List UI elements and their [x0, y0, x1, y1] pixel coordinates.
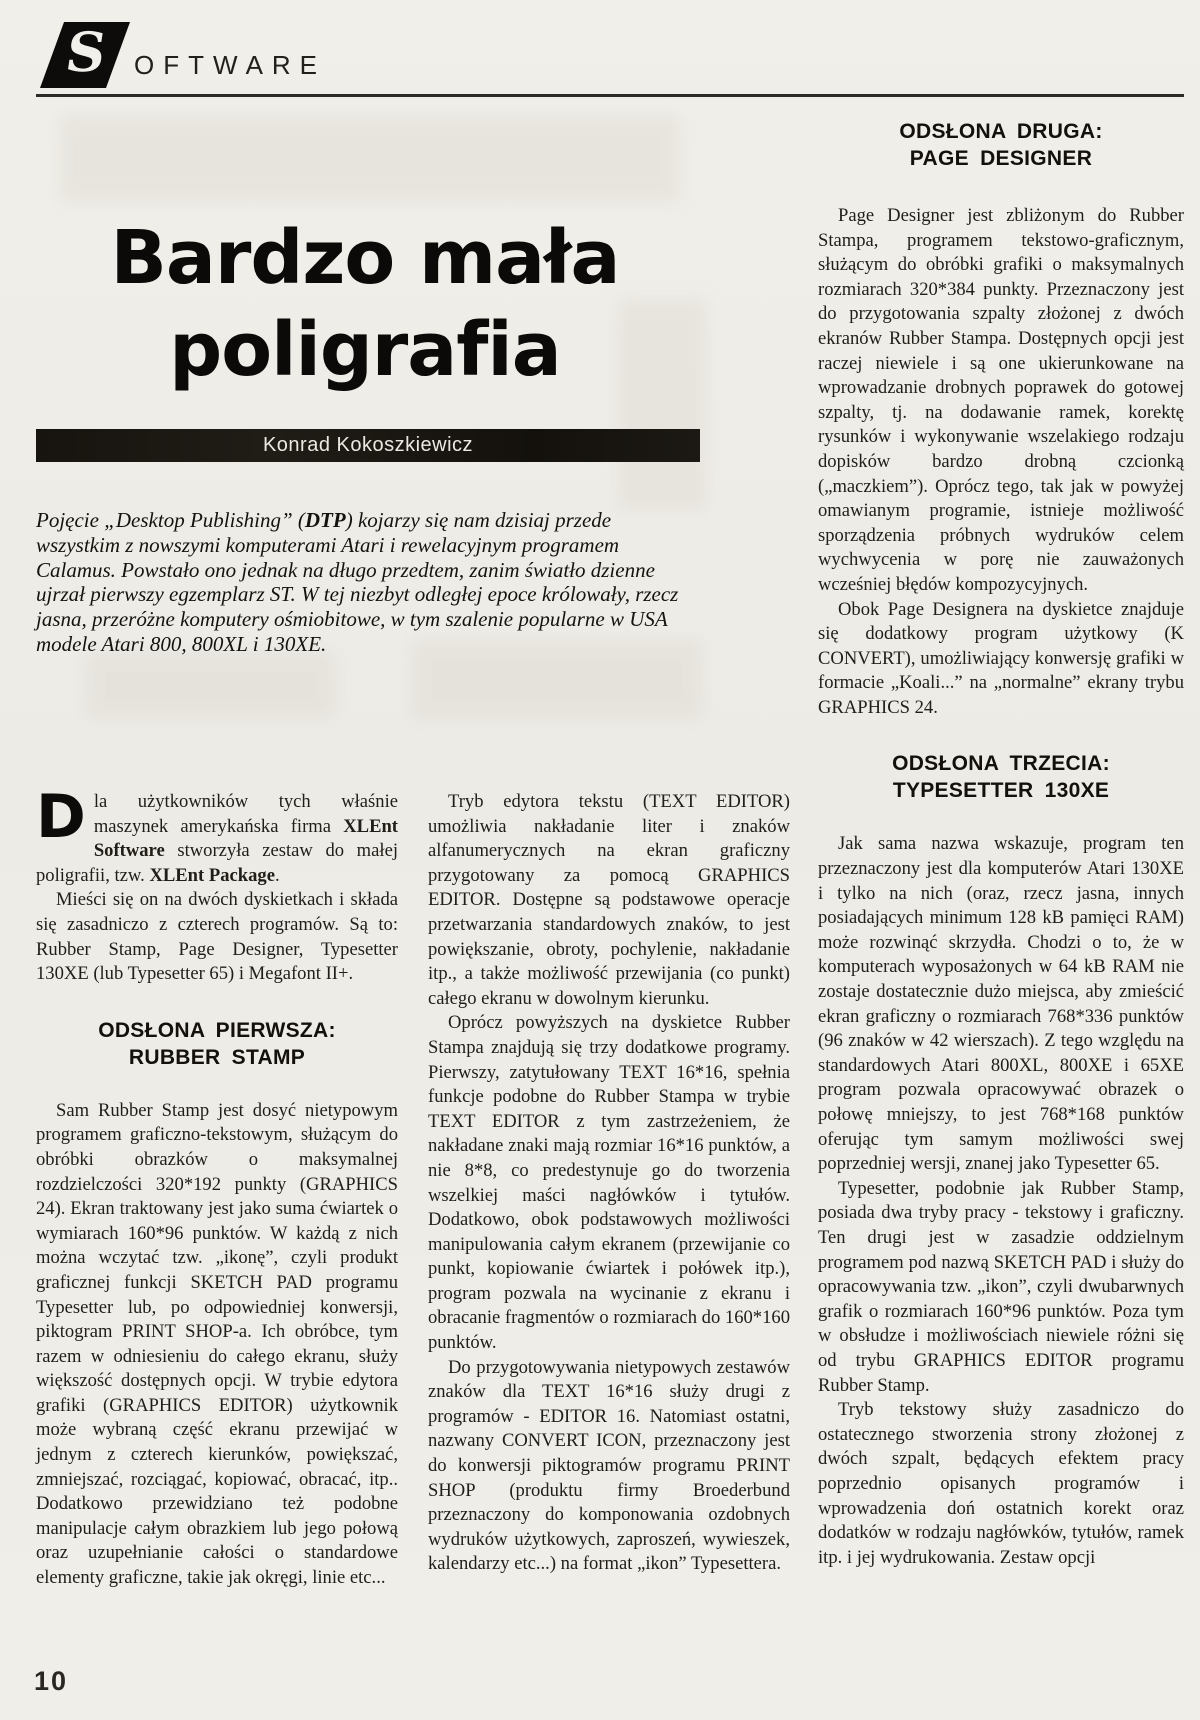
heading-line: RUBBER STAMP — [128, 1045, 306, 1069]
show-through-blob — [86, 652, 336, 718]
article-lead — [36, 508, 698, 657]
paragraph: Sam Rubber Stamp jest dosyć nietypowym programem graficzno-tekstowym, służącym do obróbki obrazków o maksymalnej rozdzielczości 320*192 punkty (GRAPHICS 24). Ekran traktowany jest jako suma ćwiartek o wymiarach 160*96 punktów. W każdą z nich można wczytać tzw. „ikonę”, czyli produkt graficznej funkcji SKETCH PAD programu Typesetter lub, po odpowiedniej konwersji, piktogram PRINT SHOP-a. Ich obróbce, tym razem w odniesieniu do całego ekranu, służy większość dostępnych opcji. W trybie edytora grafiki (GRAPHICS EDITOR) użytkownik może wybraną część ekranu przewijać w jednym z czterech kierunków, powiększać, zmniejszać, rozciągać, kopiować, obracać, itp.. Dodatkowo przewidziano też podobne manipulacje całym obrazkiem lub jego połową oraz uzupełnianie całości o standardowe elementy graficzne, takie jak okręgi, linie etc... — [36, 1099, 398, 1589]
masthead-rule — [36, 94, 1184, 97]
heading-line: ODSŁONA DRUGA: — [899, 120, 1103, 143]
author-bar — [36, 429, 700, 462]
author-name: Konrad Kokoszkiewicz — [262, 434, 474, 456]
paragraph: Typesetter, podobnie jak Rubber Stamp, posiada dwa tryby pracy - tekstowy i graficzny. Ten drugi jest w zasadzie oddzielnym programem pod nazwą SKETCH PAD i służy do opracowywania tzw. „ikon”, czyli dwubarwnych grafik o rozmiarach 160*96 punktów. Poza tym w obsłudze i możliwościach niewiele różni się od trybu GRAPHICS EDITOR programu Rubber Stamp. — [818, 1177, 1184, 1396]
column-right — [818, 112, 1184, 1570]
heading-line: TYPESETTER 130XE — [892, 779, 1110, 803]
software-section-logo — [40, 22, 130, 88]
page-number: 10 — [34, 1666, 69, 1696]
paragraph: Obok Page Designera na dyskietce znajduje się dodatkowy program użytkowy (K CONVERT), umożliwiający konwersję grafiki w formacie „Koali...” na „normalne” ekrany trybu GRAPHICS 24. — [818, 598, 1184, 718]
article-title — [30, 212, 700, 396]
heading-line: PAGE DESIGNER — [909, 147, 1093, 170]
lead-bold-dtp: DTP — [304, 508, 346, 532]
paragraph: Jak sama nazwa wskazuje, program ten przeznaczony jest dla komputerów Atari 130XE i tylko na nich (oraz, rzecz jasna, innych posiadających minimum 128 kB pamięci RAM) może rozwinąć skrzydła. Chodzi o to, że w komputerach wyposażonych w 64 kB RAM nie zostaje dostatecznie dużo miejsca, aby zmieścić ekran graficzny o rozmiarach 768*336 punktów (96 znaków w 42 wierszach). Z tego względu na standardowych Atari 800XL, 800XE i 65XE program pozwala opracowywać obrazek o połowę mniejszy, to jest 768*168 punktów oferując tym samym możliwości swej poprzedniej wersji, znanej jako Typesetter 65. — [818, 833, 1184, 1175]
title-line-1: Bardzo mała — [110, 215, 620, 301]
paragraph-text: la użytkowników tych właśnie maszynek amerykańska firma — [93, 791, 398, 837]
section-label: OFTWARE — [134, 50, 327, 80]
heading-line: ODSŁONA TRZECIA: — [892, 752, 1110, 776]
show-through-blob — [60, 114, 680, 202]
title-line-2: poligrafia — [169, 307, 561, 393]
column-left — [36, 782, 398, 1591]
paragraph: Mieści się on na dwóch dyskietkach i składa się zasadniczo z czterech programów. Są to: Rubber Stamp, Page Designer, Typesetter 130XE (lub Typesetter 65) i Megafont II+. — [36, 889, 398, 985]
paragraph: Page Designer jest zbliżonym do Rubber Stampa, programem tekstowo-graficznym, służącym do obróbki grafiki o maksymalnych rozmiarach 320*384 punkty. Przeznaczony jest do przygotowania szpalty złożonej z dwóch ekranów Rubber Stampa. Dostępnych opcji jest raczej niewiele i są one ukierunkowane na wprowadzanie drobnych poprawek do gotowej szpalty, tj. na dodawanie ramek, korektę rysunków i wykonywanie wszelakiego rodzaju dopisków bardzo drobną czcionką („maczkiem”). Oprócz tego, tak jak w powyżej omawianym programie, istnieje możliwość sporządzenia próbnych wydruków celem wychwycenia w porę nie zauważonych wcześniej błędów kompozycyjnych. — [818, 205, 1184, 595]
lead-text: ) kojarzy się nam dzisiaj przede wszystkim z nowszymi komputerami Atari i rewelacyjnym programem Calamus. Powstało ono jednak na długo przedtem, zanim światło dzienne ujrzał pierwszy egzemplarz ST. W tej niezbyt odległej epoce królowały, rzecz jasna, przeróżne komputery ośmiobitowe, w tym szalenie popularne w USA modele Atari 800, 800XL i 130XE. — [36, 508, 679, 656]
column-middle — [428, 790, 790, 1577]
bold-xlent-software: XLEnt Software — [93, 815, 398, 862]
paragraph: Oprócz powyższych na dyskietce Rubber Stampa znajdują się trzy dodatkowe programy. Pierwszy, zatytułowany TEXT 16*16, spełnia funkcje podobne do Rubber Stampa w trybie TEXT EDITOR z tym zastrzeżeniem, że nakładane znaki mają rozmiar 16*16 punktów, a nie 8*8, co predestynuje go do tworzenia wszelkiej maści nagłówków i tytułów. Dodatkowo, obok podstawowych możliwości manipulowania całym ekranem (przewijanie co punkt, kopiowanie ćwiartek i połówek itp.), program pozwala na wycinanie z ekranu i obracanie fragmentów o rozmiarach do 160*160 punktów. — [428, 1012, 790, 1354]
section-heading-typesetter-130xe — [818, 750, 1184, 804]
section-heading-page-designer — [818, 118, 1184, 172]
paragraph-text: stworzyła zestaw do małej poligrafii, tzw. — [36, 840, 398, 886]
paragraph: Do przygotowywania nietypowych zestawów znaków dla TEXT 16*16 służy drugi z programów - EDITOR 16. Natomiast ostatni, nazwany CONVERT ICON, przeznaczony jest do konwersji piktogramów programu PRINT SHOP (produktu firmy Broederbund przeznaczony do komponowania ozdobnych wydruków użytkowych, zaproszeń, wywieszek, kalendarzy etc...) na format „ikon” Typesettera. — [428, 1356, 790, 1575]
paragraph-intro — [36, 782, 398, 888]
section-heading-rubber-stamp — [36, 1017, 398, 1071]
heading-line: ODSŁONA PIERWSZA: — [98, 1018, 336, 1042]
paragraph: Tryb edytora tekstu (TEXT EDITOR) umożliwia nakładanie liter i znaków alfanumerycznych na ekran graficzny przygotowany za pomocą GRAPHICS EDITOR. Dostępne są podstawowe operacje przetwarzania standardowych znaków, to jest powiększanie, obroty, pochylenie, nakładanie itp., a także możliwość przewijania (co punkt) całego ekranu w dowolnym kierunku. — [428, 791, 790, 1009]
logo-letter-s: S — [61, 20, 110, 84]
lead-text: Pojęcie „Desktop Publishing” ( — [36, 508, 305, 532]
bold-xlent-package: XLEnt Package — [149, 864, 275, 886]
paragraph: Tryb tekstowy służy zasadniczo do ostatecznego stworzenia strony złożonej z dwóch szpalt, będących efektem pracy poprzednio opisanych programów i wprowadzenia doń ostatnich korekt oraz dodatków w rodzaju nagłówków, tytułów, ramek itp. i jej wydrukowania. Zestaw opcji — [818, 1399, 1184, 1568]
paragraph-text: . — [274, 864, 280, 886]
dropcap-d: D — [36, 782, 86, 852]
